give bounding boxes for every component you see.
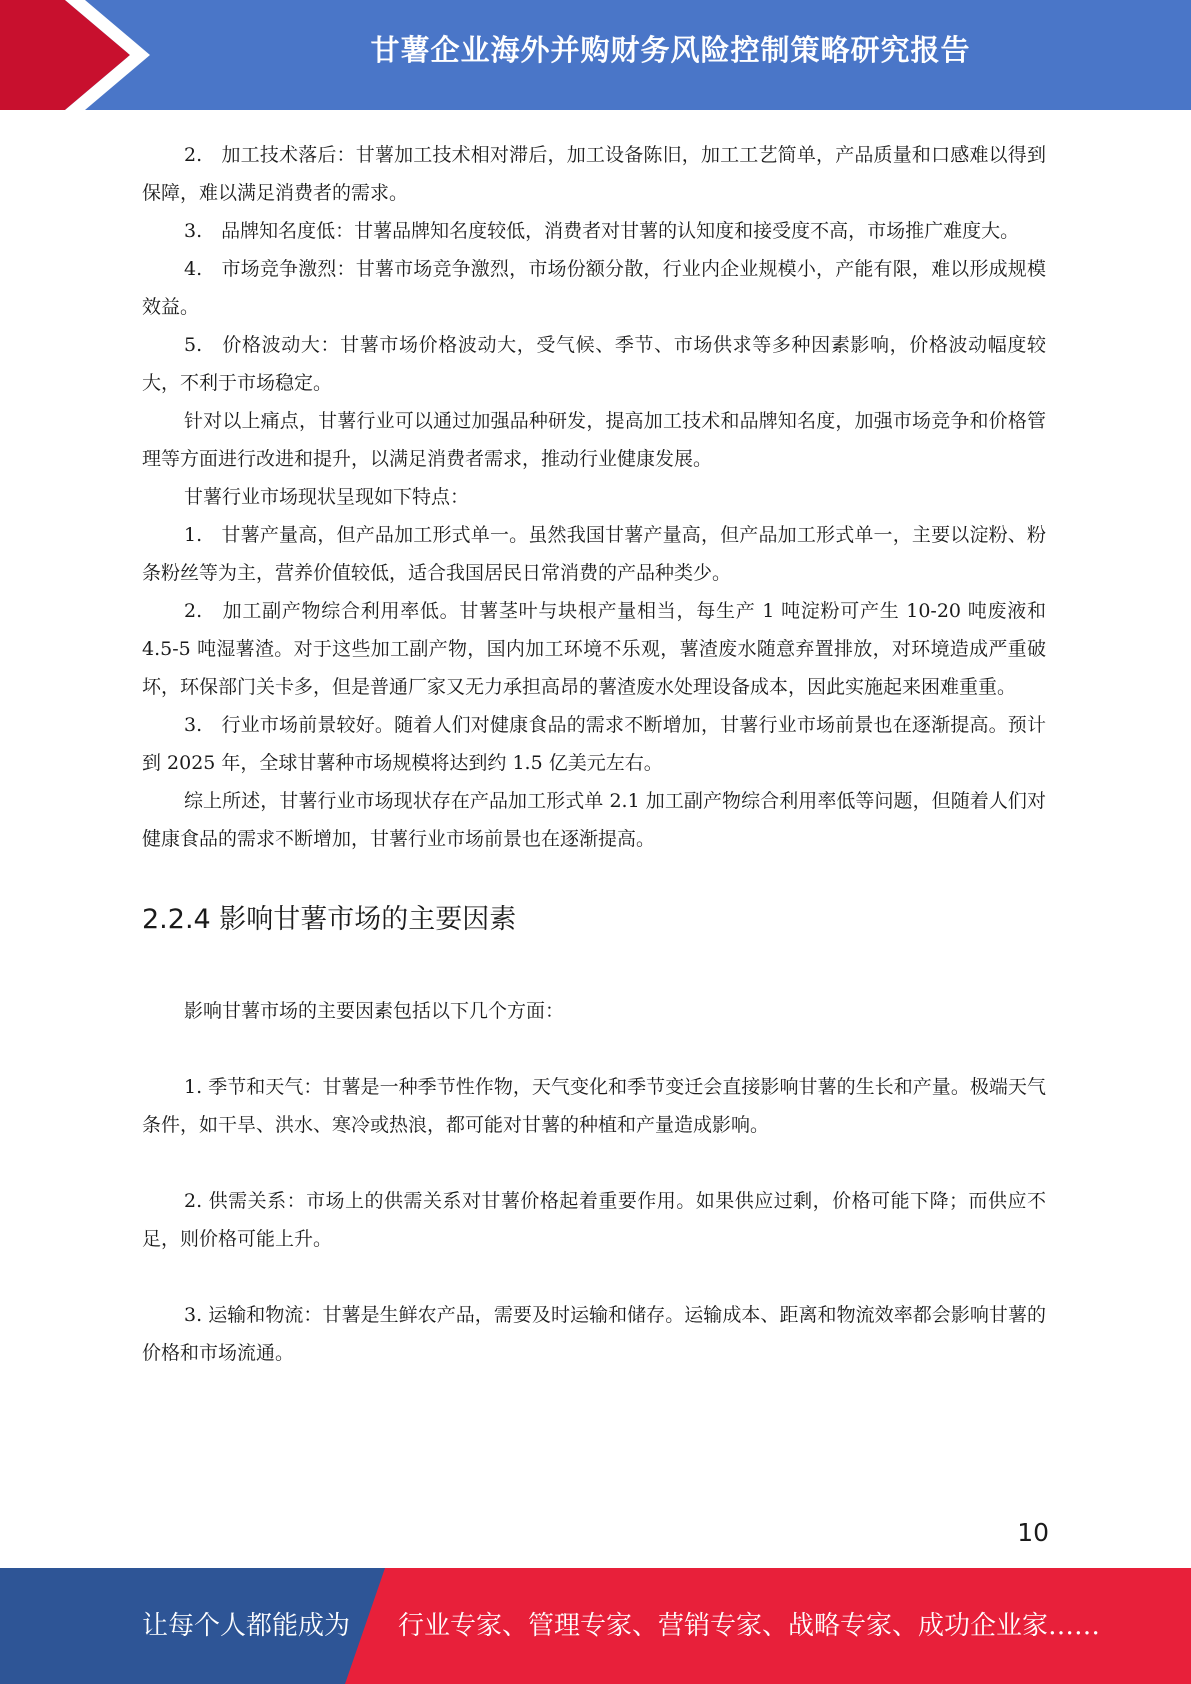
page-footer — [0, 1568, 1191, 1684]
page-number: 10 — [1017, 1518, 1049, 1547]
paragraph: 3. 运输和物流：甘薯是生鲜农产品，需要及时运输和储存。运输成本、距离和物流效率都会影响甘薯的价格和市场流通。 — [142, 1304, 1046, 1364]
paragraph: 3. 品牌知名度低：甘薯品牌知名度较低，消费者对甘薯的认知度和接受度不高，市场推广难度大。 — [184, 220, 1020, 242]
footer-slogan-right: 行业专家、管理专家、营销专家、战略专家、成功企业家…… — [398, 1611, 1101, 1641]
paragraph: 2. 供需关系：市场上的供需关系对甘薯价格起着重要作用。如果供应过剩，价格可能下降；而供应不足，则价格可能上升。 — [142, 1190, 1046, 1250]
section-heading: 2.2.4 影响甘薯市场的主要因素 — [142, 904, 517, 935]
header-chevron-decoration — [0, 0, 160, 110]
report-title: 甘薯企业海外并购财务风险控制策略研究报告 — [370, 33, 971, 67]
paragraph: 4. 市场竞争激烈：甘薯市场竞争激烈，市场份额分散，行业内企业规模小，产能有限，难以形成规模效益。 — [142, 258, 1046, 318]
paragraph: 影响甘薯市场的主要因素包括以下几个方面： — [184, 1000, 565, 1022]
paragraph: 1. 甘薯产量高，但产品加工形式单一。虽然我国甘薯产量高，但产品加工形式单一，主要以淀粉、粉条粉丝等为主，营养价值较低，适合我国居民日常消费的产品种类少。 — [142, 524, 1046, 584]
page-content — [142, 136, 1046, 1372]
page-header — [0, 0, 1191, 110]
paragraph: 3. 行业市场前景较好。随着人们对健康食品的需求不断增加，甘薯行业市场前景也在逐渐提高。预计到 2025 年，全球甘薯种市场规模将达到约 1.5 亿美元左右。 — [142, 714, 1046, 774]
paragraph: 针对以上痛点，甘薯行业可以通过加强品种研发，提高加工技术和品牌知名度，加强市场竞争和价格管理等方面进行改进和提升，以满足消费者需求，推动行业健康发展。 — [142, 410, 1046, 470]
paragraph: 2. 加工副产物综合利用率低。甘薯茎叶与块根产量相当，每生产 1 吨淀粉可产生 10-20 吨废液和 4.5-5 吨湿薯渣。对于这些加工副产物，国内加工环境不乐观，薯渣废水随意弃置排放，对环境造成严重破坏，环保部门关卡多，但是普通厂家又无力承担高昂的薯渣废水处理设备成本，因此实施起来困难重重。 — [142, 600, 1046, 698]
paragraph: 2. 加工技术落后：甘薯加工技术相对滞后，加工设备陈旧，加工工艺简单，产品质量和口感难以得到保障，难以满足消费者的需求。 — [142, 144, 1046, 204]
footer-slogan-left: 让每个人都能成为 — [142, 1611, 351, 1641]
paragraph: 综上所述，甘薯行业市场现状存在产品加工形式单 2.1 加工副产物综合利用率低等问题，但随着人们对健康食品的需求不断增加，甘薯行业市场前景也在逐渐提高。 — [142, 790, 1046, 850]
paragraph: 1. 季节和天气：甘薯是一种季节性作物，天气变化和季节变迁会直接影响甘薯的生长和产量。极端天气条件，如干旱、洪水、寒冷或热浪，都可能对甘薯的种植和产量造成影响。 — [142, 1076, 1046, 1136]
paragraph: 5. 价格波动大：甘薯市场价格波动大，受气候、季节、市场供求等多种因素影响，价格波动幅度较大，不利于市场稳定。 — [142, 334, 1046, 394]
paragraph: 甘薯行业市场现状呈现如下特点： — [184, 486, 470, 508]
